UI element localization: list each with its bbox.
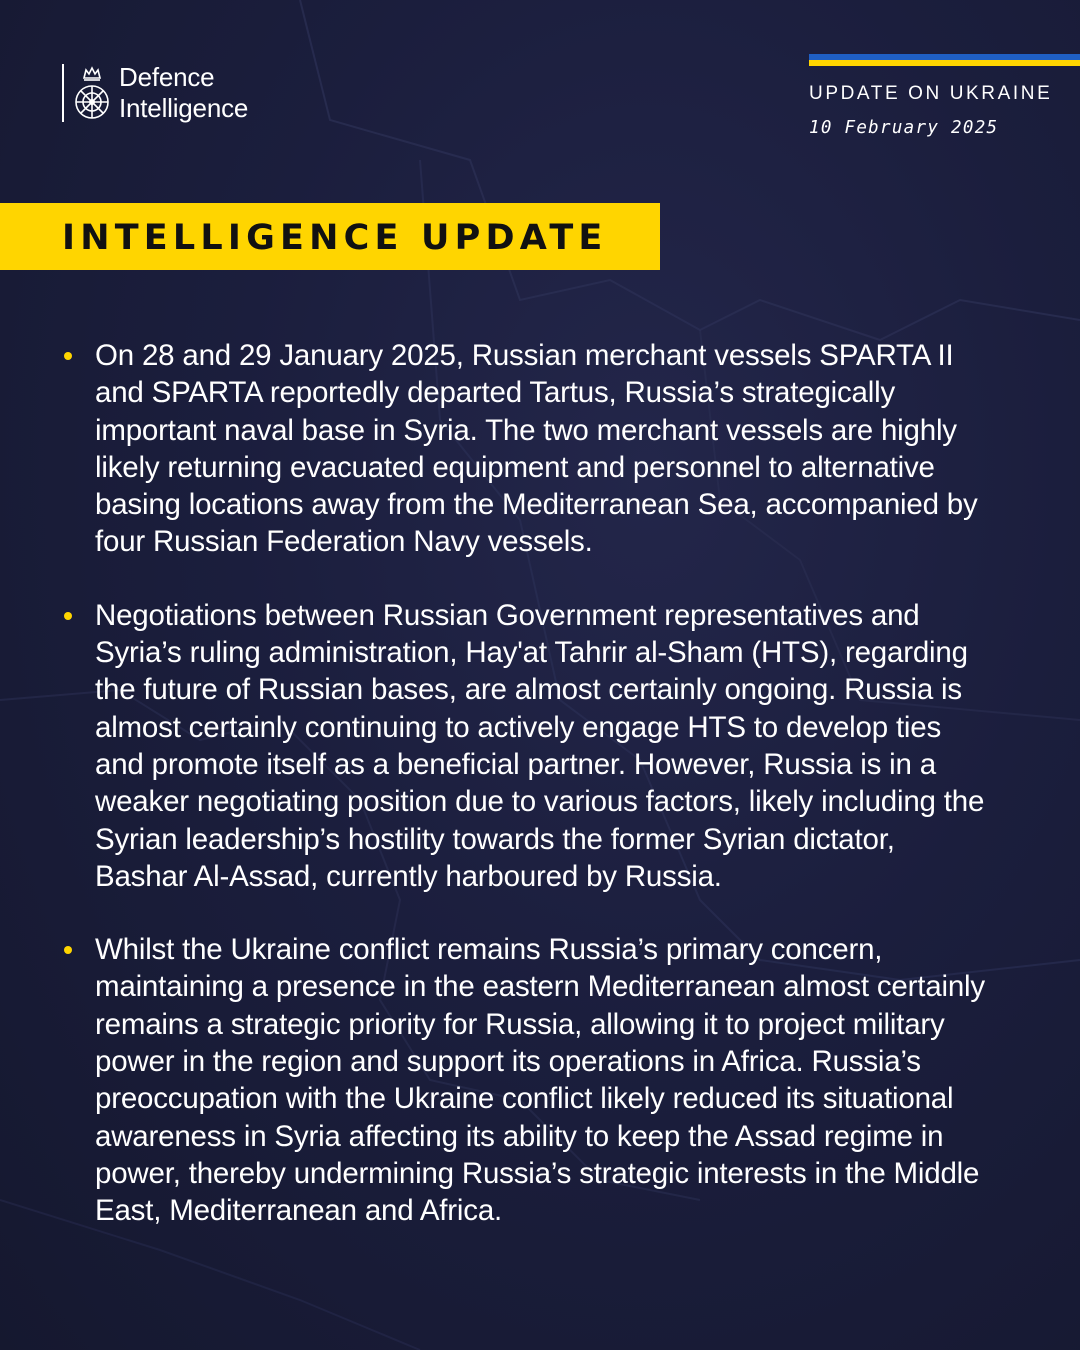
bullet-item	[62, 931, 992, 1229]
bullet-item	[62, 597, 992, 895]
defence-intelligence-logo	[62, 62, 302, 124]
bullet-text: Whilst the Ukraine conflict remains Russia’s primary concern, maintaining a presence in the eastern Mediterranean almost certainly remains a strategic priority for Russia, allowing it to project military power in the region and support its operations in Africa. Russia’s preoccupation with the Ukraine conflict likely reduced its situational awareness in Syria affecting its ability to keep the Assad regime in power, thereby undermining Russia’s strategic interests in the Middle East, Mediterranean and Africa.	[95, 933, 985, 1228]
flag-yellow-band	[809, 60, 1080, 66]
crest-icon	[70, 64, 114, 124]
banner-title: INTELLIGENCE UPDATE	[62, 218, 608, 258]
bullet-list	[62, 337, 992, 1266]
update-date: 10 February 2025	[809, 118, 999, 138]
logo-line-defence: Defence	[119, 62, 215, 92]
bullet-item	[62, 337, 992, 561]
bullet-text: On 28 and 29 January 2025, Russian merchant vessels SPARTA II and SPARTA reportedly departed Tartus, Russia’s strategically important naval base in Syria. The two merchant vessels are highly likely returning evacuated equipment and personnel to alternative basing locations away from the Mediterranean Sea, accompanied by four Russian Federation Navy vessels.	[95, 339, 978, 559]
update-on-ukraine-label: UPDATE ON UKRAINE	[809, 83, 1053, 104]
ukraine-flag-stripe	[809, 54, 1080, 66]
bullet-dot-icon	[64, 352, 72, 360]
bullet-dot-icon	[64, 612, 72, 620]
intelligence-update-banner	[0, 203, 660, 270]
logo-line-intelligence: Intelligence	[119, 93, 249, 123]
bullet-text: Negotiations between Russian Government representatives and Syria’s ruling administration, Hay'at Tahrir al-Sham (HTS), regarding the future of Russian bases, are almost certainly ongoing. Russia is almost certainly continuing to actively engage HTS to develop ties and promote itself as a beneficial partner. However, Russia is in a weaker negotiating position due to various factors, likely including the Syrian leadership’s hostility towards the former Syrian dictator, Bashar Al-Assad, currently harboured by Russia.	[95, 598, 985, 893]
logo-text	[119, 62, 248, 124]
logo-divider	[62, 64, 64, 122]
bullet-dot-icon	[64, 946, 72, 954]
